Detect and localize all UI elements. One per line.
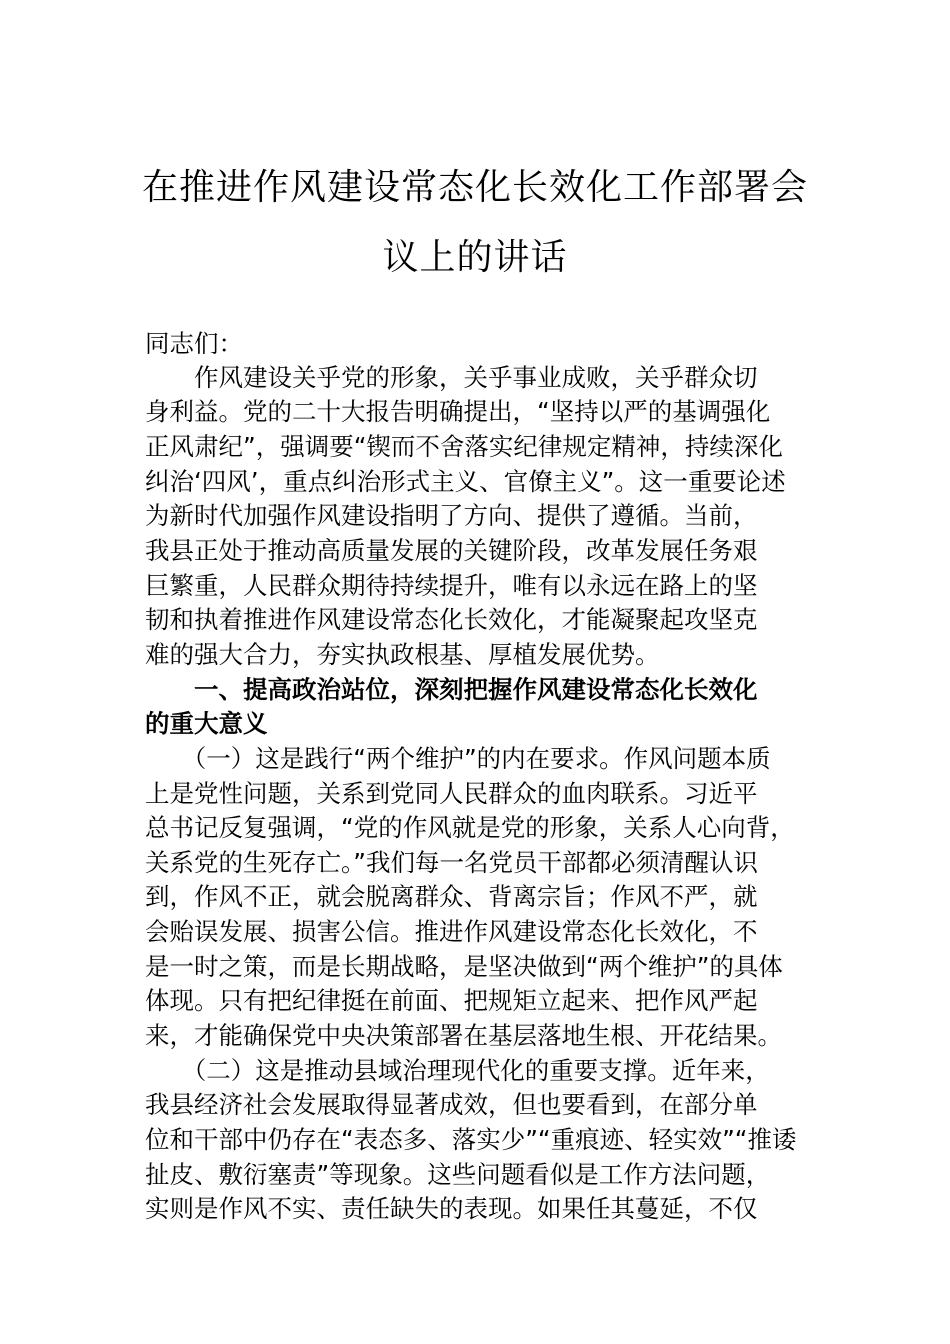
document-title-line-1: 在推进作风建设常态化长效化工作部署会 [141,167,808,208]
body-line: 扯皮、敷衍塞责”等现象。这些问题看似是工作方法问题， [145,1160,771,1189]
body-line: 作风建设关乎党的形象，关乎事业成败，关乎群众切 [145,363,758,392]
body-line: 关系党的生死存亡。”我们每一名党员干部都必须清醒认识 [145,848,758,877]
body-line: 纠治‘四风’，重点纠治形式主义、官僚主义”。这一重要论述 [145,467,786,496]
body-line: 实则是作风不实、责任缺失的表现。如果任其蔓延，不仅 [145,1194,758,1223]
body-line: 来，才能确保党中央决策部署在基层落地生根、开花结果。 [145,1021,782,1050]
body-line: 我县正处于推动高质量发展的关键阶段，改革发展任务艰 [145,536,758,565]
section-heading: 的重大意义 [145,709,268,738]
body-line: 到，作风不正，就会脱离群众、背离宗旨；作风不严，就 [145,882,758,911]
body-line: 位和干部中仍存在“表态多、落实少”“重痕迹、轻实效”“推诿 [145,1125,797,1154]
body-line: （一）这是践行“两个维护”的内在要求。作风问题本质 [145,744,771,773]
body-line: 巨繁重，人民群众期待持续提升，唯有以永远在路上的坚 [145,571,758,600]
body-line: 会贻误发展、损害公信。推进作风建设常态化长效化，不 [145,917,758,946]
body-line: 体现。只有把纪律挺在前面、把规矩立起来、把作风严起 [145,986,758,1015]
body-line: 正风肃纪”，强调要“锲而不舍落实纪律规定精神，持续深化 [145,432,783,461]
body-line: （二）这是推动县域治理现代化的重要支撑。近年来， [145,1056,770,1085]
salutation: 同志们： [145,329,243,358]
body-line: 身利益。党的二十大报告明确提出，“坚持以严的基调强化 [145,397,771,426]
body-line: 是一时之策，而是长期战略，是坚决做到“两个维护”的具体 [145,952,783,981]
body-line: 韧和执着推进作风建设常态化长效化，才能凝聚起攻坚克 [145,605,758,634]
section-heading: 一、提高政治站位，深刻把握作风建设常态化长效化 [145,675,758,704]
body-line: 上是党性问题，关系到党同人民群众的血肉联系。习近平 [145,779,758,808]
body-line: 总书记反复强调，“党的作风就是党的形象，关系人心向背， [145,813,795,842]
document-title-line-2: 议上的讲话 [382,237,568,278]
body-line: 难的强大合力，夯实执政根基、厚植发展优势。 [145,640,660,669]
body-line: 为新时代加强作风建设指明了方向、提供了遵循。当前， [145,501,758,530]
body-line: 我县经济社会发展取得显著成效，但也要看到，在部分单 [145,1090,758,1119]
